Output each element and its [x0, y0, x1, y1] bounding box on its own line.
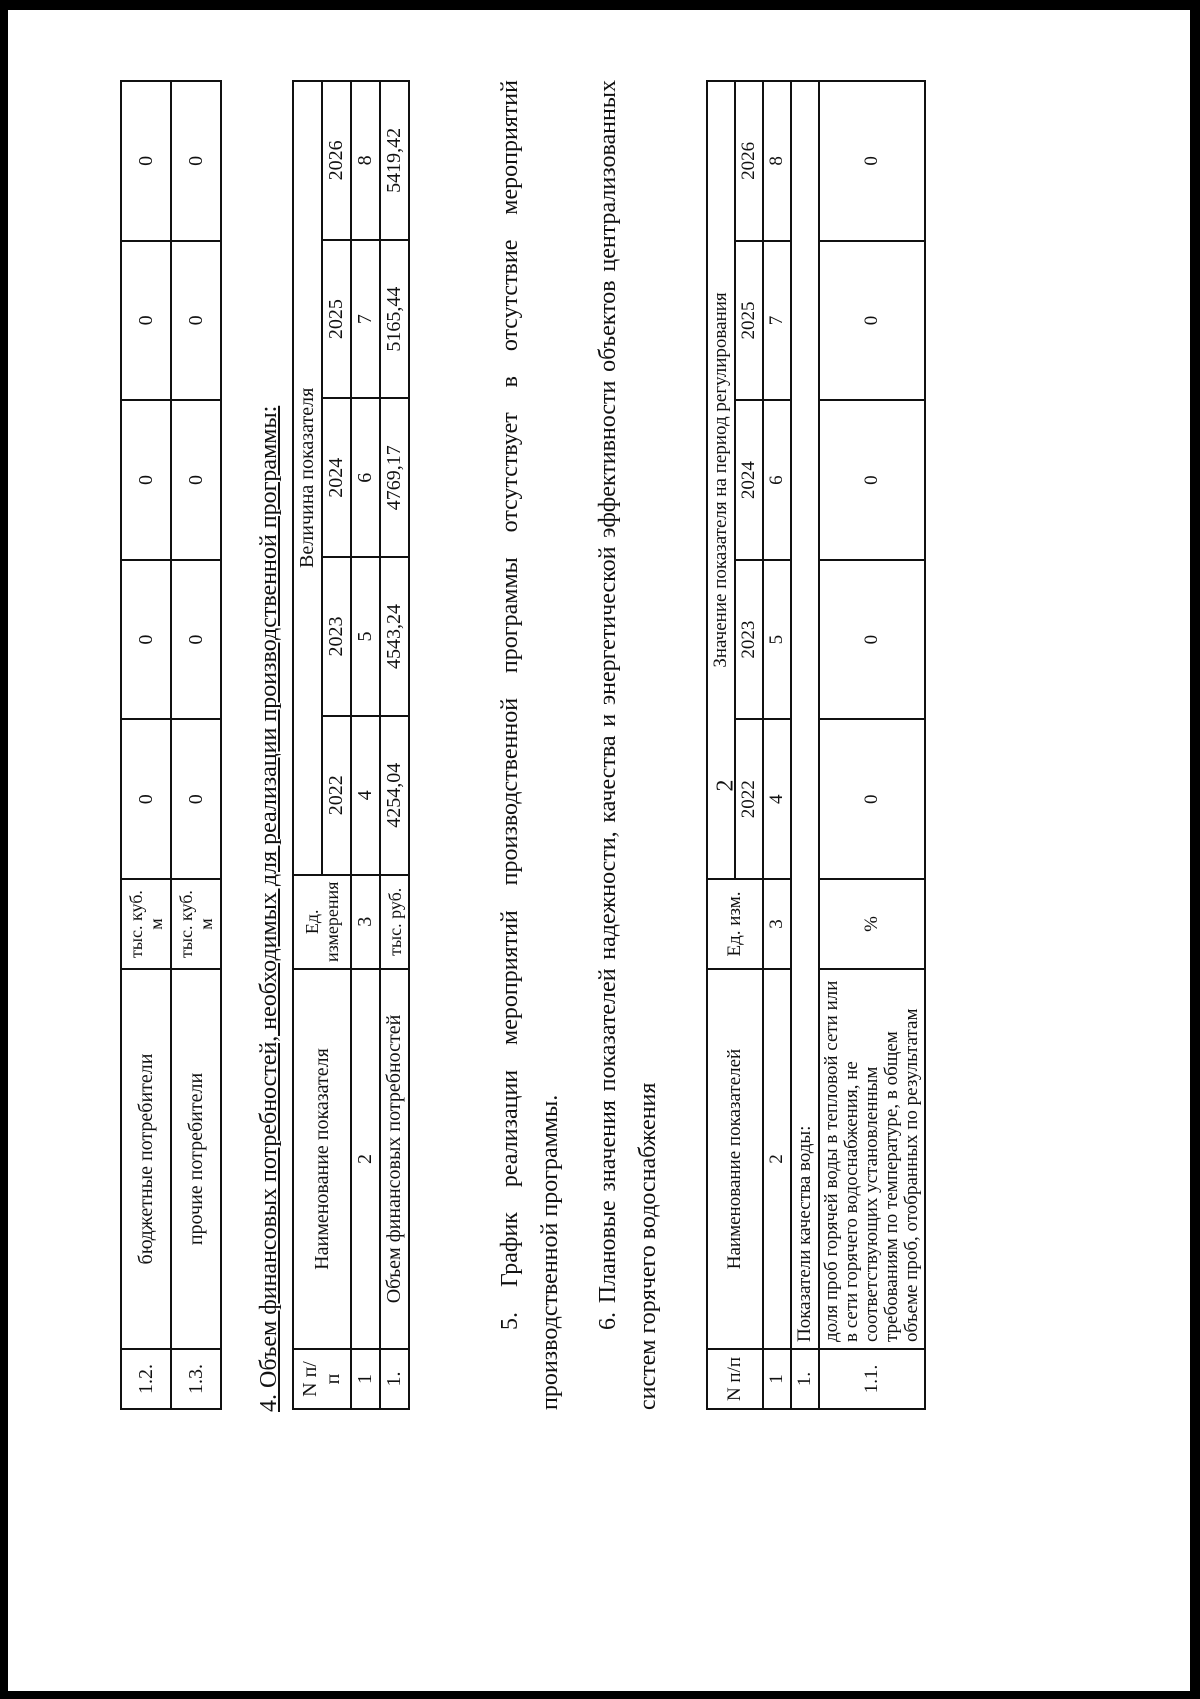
header-year: 2023: [735, 560, 763, 720]
table-row: [819, 81, 925, 1409]
value-cell: 0: [121, 81, 171, 241]
table-group-row: [791, 81, 819, 1409]
value-cell: 0: [171, 241, 221, 401]
value-cell: 0: [819, 560, 925, 720]
column-number: 6: [351, 398, 380, 557]
section-6-text: 6. Плановые значения показателей надежности, качества и энергетической эффективности объектов централизованных систем горячего водоснабжения: [595, 80, 661, 1410]
column-number: 5: [351, 557, 380, 716]
column-number: 6: [763, 400, 791, 560]
column-number: 7: [763, 241, 791, 401]
value-cell: 0: [171, 400, 221, 560]
value-cell: 0: [121, 241, 171, 401]
column-number: 3: [763, 879, 791, 969]
row-number: 1.2.: [121, 1349, 171, 1409]
row-name: прочие потребители: [171, 969, 221, 1349]
row-name: доля проб горячей воды в тепловой сети или в сети горячего водоснабжения, не соответствующих установленным требованиям по температуре, в общем объеме проб, отобранных по результатам: [819, 969, 925, 1349]
header-value: Величина показателя: [293, 81, 322, 875]
value-cell: 0: [819, 81, 925, 241]
column-number: 8: [351, 81, 380, 240]
row-unit: %: [819, 879, 925, 969]
indicators-table: [706, 80, 926, 1410]
value-cell: 0: [121, 560, 171, 720]
header-year: 2024: [735, 400, 763, 560]
value-cell: 4543,24: [380, 557, 409, 716]
column-number: 3: [351, 875, 380, 969]
header-unit: Ед. измерения: [293, 875, 351, 969]
table-row: [380, 81, 409, 1409]
consumers-table: [120, 80, 222, 1410]
header-year: 2026: [735, 81, 763, 241]
value-cell: 0: [121, 400, 171, 560]
value-cell: 0: [819, 400, 925, 560]
column-number: 8: [763, 81, 791, 241]
header-num: N п/п: [707, 1349, 763, 1409]
value-cell: 0: [121, 719, 171, 879]
group-name: Показатели качества воды:: [791, 81, 819, 1349]
row-unit: тыс. руб.: [380, 875, 409, 969]
column-number: 2: [763, 969, 791, 1349]
value-cell: 0: [171, 560, 221, 720]
value-cell: 5165,44: [380, 240, 409, 399]
column-number: 7: [351, 240, 380, 399]
table-row: [121, 81, 171, 1409]
row-number: 1.: [380, 1349, 409, 1409]
column-number: 1: [351, 1349, 380, 1409]
section-5-text: 5. График реализации мероприятий производственной программы отсутствует в отсутствие мероприятий производственной программы.: [497, 80, 563, 1410]
row-number: 1.3.: [171, 1349, 221, 1409]
column-number: 1: [763, 1349, 791, 1409]
header-year: 2025: [322, 240, 351, 399]
row-number: 1.: [791, 1349, 819, 1409]
header-year: 2022: [735, 719, 763, 879]
row-unit: тыс. куб. м: [121, 879, 171, 969]
header-year: 2022: [322, 716, 351, 875]
header-year: 2025: [735, 241, 763, 401]
value-cell: 5419,42: [380, 81, 409, 240]
table-header-row: [707, 81, 735, 1409]
value-cell: 0: [171, 719, 221, 879]
column-number: 4: [763, 719, 791, 879]
table-row: [171, 81, 221, 1409]
page-number: 2: [712, 779, 739, 792]
rotated-page-content: [120, 80, 1060, 1480]
scan-border-left: [0, 0, 8, 1699]
scan-border-right: [1190, 0, 1200, 1699]
scan-border-top: [0, 0, 1200, 10]
value-cell: 0: [171, 81, 221, 241]
column-number: 5: [763, 560, 791, 720]
scan-border-bottom: [0, 1691, 1200, 1699]
row-unit: тыс. куб. м: [171, 879, 221, 969]
row-name: Объем финансовых потребностей: [380, 969, 409, 1349]
financial-needs-table: [292, 80, 410, 1410]
column-number-row: [351, 81, 380, 1409]
row-name: бюджетные потребители: [121, 969, 171, 1349]
header-name: Наименование показателей: [707, 969, 763, 1349]
section-4-title: 4. Объем финансовых потребностей, необходимых для реализации производственной программы:: [256, 405, 282, 1412]
header-name: Наименование показателя: [293, 969, 351, 1349]
header-year: 2024: [322, 398, 351, 557]
value-cell: 4769,17: [380, 398, 409, 557]
header-unit: Ед. изм.: [707, 879, 763, 969]
header-value: Значение показателя на период регулирования: [707, 81, 735, 879]
row-number: 1.1.: [819, 1349, 925, 1409]
value-cell: 0: [819, 719, 925, 879]
value-cell: 4254,04: [380, 716, 409, 875]
column-number-row: [763, 81, 791, 1409]
value-cell: 0: [819, 241, 925, 401]
header-year: 2023: [322, 557, 351, 716]
table-header-row: [293, 81, 322, 1409]
column-number: 2: [351, 969, 380, 1349]
column-number: 4: [351, 716, 380, 875]
header-year: 2026: [322, 81, 351, 240]
header-num: N п/п: [293, 1349, 351, 1409]
